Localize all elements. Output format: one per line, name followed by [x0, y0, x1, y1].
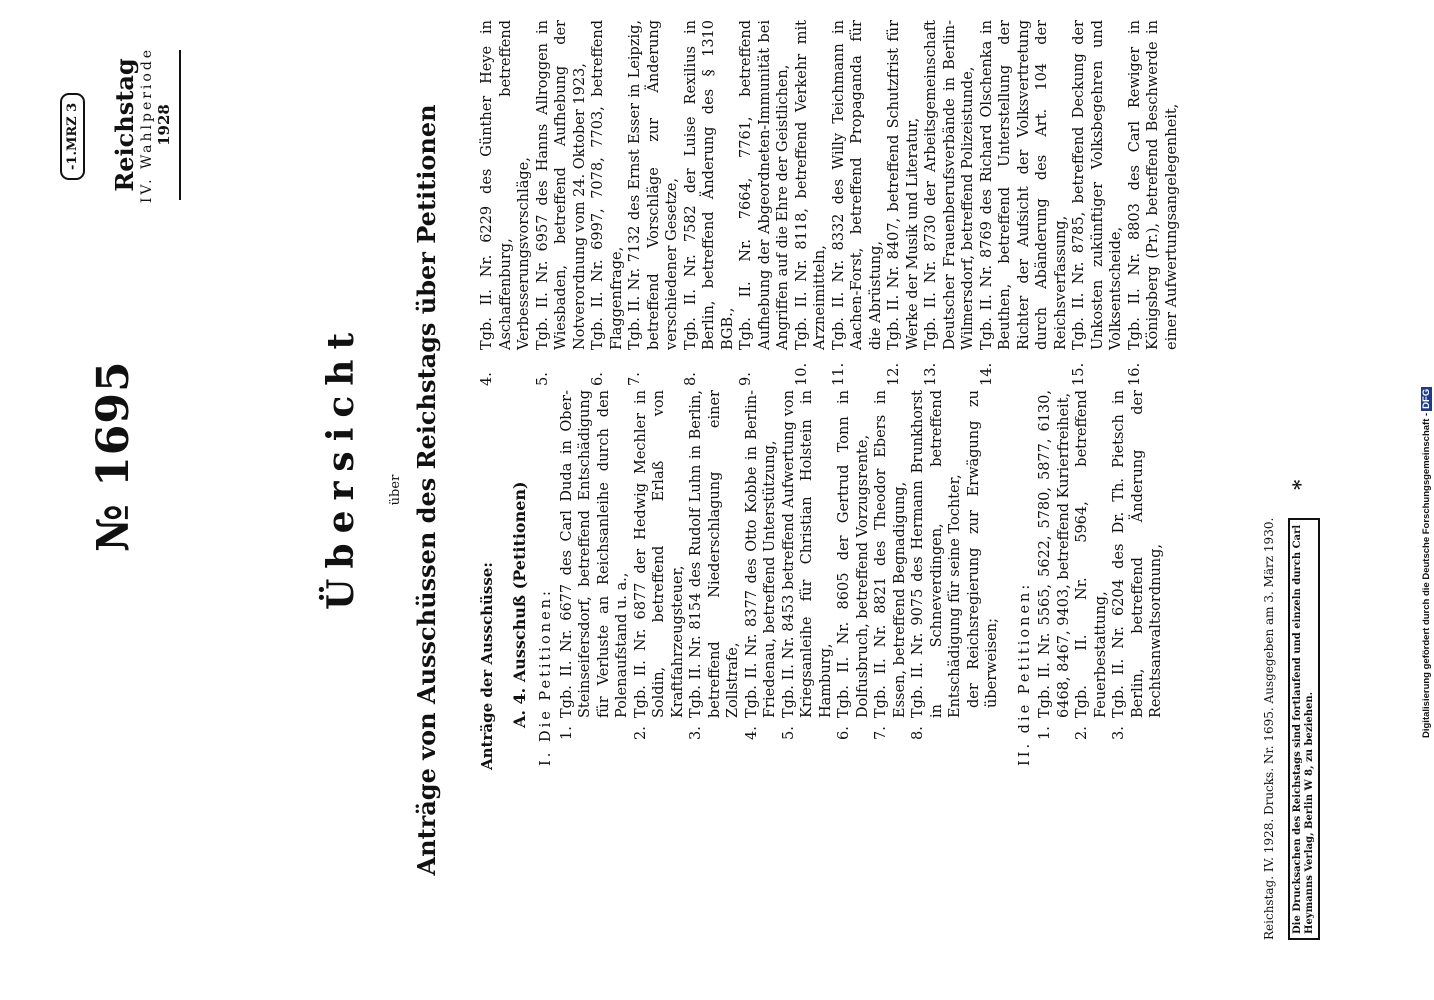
- list-item: 1. Tgb. II. Nr. 6677 des Carl Duda in Ober-Steinseifersdorf, betreffend Entschädigung für Verluste an Reichsanleihe durch den Polenaufstand u. a.,: [558, 390, 630, 740]
- list-item: 3. Tgb. II. Nr. 8154 des Rudolf Luhn in Berlin, betreffend Niederschlagung einer Zollstrafe,: [688, 390, 741, 740]
- list-item: 11. Tgb. II. Nr. 8332 des Willy Teichmann in Aachen-Forst, betreffend Propaganda für die Abrüstung,: [830, 20, 884, 386]
- list-item: 1. Tgb. II. Nr. 5565, 5622, 5780, 5877, 6130, 6468, 8467, 9403, betreffend Kurierfreiheit,: [1037, 390, 1072, 740]
- section-a: A. 4. Ausschuß (Petitionen): [509, 481, 529, 728]
- dfg-logo: DFG: [1421, 388, 1432, 409]
- page-title: Übersicht: [320, 322, 362, 610]
- section-i: I. Die Petitionen:: [538, 588, 554, 766]
- page-subtitle: Anträge von Ausschüssen des Reichstags über Petitionen: [412, 104, 441, 876]
- date-stamp: -1.MRZ 3: [60, 93, 85, 180]
- list-item: 7. Tgb. II. Nr. 8821 des Theodor Ebers in Essen, betreffend Begnadigung,: [873, 390, 908, 740]
- wahlperiode: IV. Wahlperiode: [139, 46, 155, 204]
- footer-star: *: [1288, 479, 1312, 490]
- list-item: 7. Tgb. II. Nr. 7132 des Ernst Esser in Leipzig, betreffend Vorschläge zur Änderung verschiedener Gesetze,: [627, 20, 680, 386]
- right-column: [478, 20, 1181, 390]
- list-item: 8. Tgb. II. Nr. 7582 der Luise Rexilius in Berlin, betreffend Änderung des § 1310 BGB.,: [682, 20, 736, 386]
- list-item: 4. Tgb. II. Nr. 6229 des Günther Heye in Aschaffenburg, betreffend Verbesserungsvorschläge,: [479, 20, 532, 386]
- left-column: [478, 390, 1166, 770]
- list-item: 14. Tgb. II. Nr. 8769 des Richard Olschenka in Beuthen, betreffend Unterstellung der Richter der Aufsicht der Volksvertretung durch Abänderung des Art. 104 der Reichsverfassung,: [978, 20, 1069, 386]
- list-item: 13. Tgb. II. Nr. 8730 der Arbeitsgemeinschaft Deutscher Frauenberufsverbände in Berlin-Wilmersdorf, betreffend Polizeistunde,: [923, 20, 976, 386]
- list-item: 10. Tgb. II. Nr. 8118, betreffend Verkehr mit Arzneimitteln,: [793, 20, 828, 386]
- reichstag-header: [110, 45, 181, 205]
- list-item: 9. Tgb. II. Nr. 7664, 7761, betreffend Aufhebung der Abgeordneten-Immunität bei Angriffen auf die Ehre der Geistlichen,: [738, 20, 791, 386]
- list-item: 5. Tgb. II. Nr. 8453 betreffend Aufwertung von Kriegsanleihe für Christian Holstein in Hamburg,: [780, 390, 834, 740]
- publisher-note: Die Drucksachen des Reichstags sind fortlaufend und einzeln durch Carl Heymanns Verlag, Berlin W 8, zu beziehen.: [1288, 518, 1320, 940]
- list-item: 15. Tgb. II. Nr. 8785, betreffend Deckung der Unkosten zukünftiger Volksbegehren und Volksentscheide,: [1071, 20, 1124, 386]
- list-item: 2. Tgb. II. Nr. 6877 der Hedwig Mechler in Soldin, betreffend Erlaß von Kraftfahrzeugsteuer,: [632, 390, 686, 740]
- watermark-text: Digitalisierung gefördert durch die Deutsche Forschungsgemeinschaft -: [1421, 412, 1432, 738]
- document-number: № 1695: [88, 360, 139, 552]
- list-item: 4. Tgb. II. Nr. 8377 des Otto Kobbe in Berlin-Friedenau, betreffend Unterstützung,: [743, 390, 778, 740]
- dfg-watermark: [1421, 8, 1434, 738]
- list-item: 16. Tgb. II. Nr. 8803 des Carl Rewiger in Königsberg (Pr.), betreffend Beschwerde in einer Aufwertungsangelegenheit,: [1126, 20, 1180, 386]
- section-heading: Anträge der Ausschüsse:: [478, 562, 496, 770]
- list-item: 5. Tgb. II. Nr. 6957 des Hanns Allroggen in Wiesbaden, betreffend Aufhebung der Notverordnung vom 24. Oktober 1923,: [534, 20, 588, 386]
- recommendation-note: der Reichsregierung zur Erwägung zu überweisen;: [965, 390, 1000, 708]
- footer-line: Reichstag. IV. 1928. Drucks. Nr. 1695. Ausgegeben am 3. März 1930.: [1262, 517, 1276, 940]
- list-item: 2. Tgb. II. Nr. 5964, betreffend Feuerbestattung,: [1074, 390, 1109, 740]
- list-item: 6. Tgb. II. Nr. 6997, 7078, 7703, betreffend Flaggenfrage,: [590, 20, 625, 386]
- title-ueber: über: [388, 474, 403, 506]
- list-item: 8. Tgb. II. Nr. 9075 des Hermann Brunkhorst in Schneverdingen, betreffend Entschädigung für seine Tochter,: [910, 390, 963, 740]
- list-item: 12. Tgb. II. Nr. 8407, betreffend Schutzfrist für Werke der Musik und Literatur,: [886, 20, 921, 386]
- header-rule: [179, 50, 181, 200]
- list-item: 3. Tgb. II. Nr. 6204 des Dr. Th. Pietsch in Berlin, betreffend Änderung der Rechtsanwaltsordnung,: [1111, 390, 1164, 740]
- year: 1928: [155, 104, 173, 146]
- reichstag-title: Reichstag: [110, 58, 139, 192]
- list-item: 6. Tgb. II. Nr. 8605 der Gertrud Tonn in Dolfusbruch, betreffend Vorzugsrente,: [836, 390, 871, 740]
- section-ii: II. die Petitionen:: [1016, 581, 1033, 766]
